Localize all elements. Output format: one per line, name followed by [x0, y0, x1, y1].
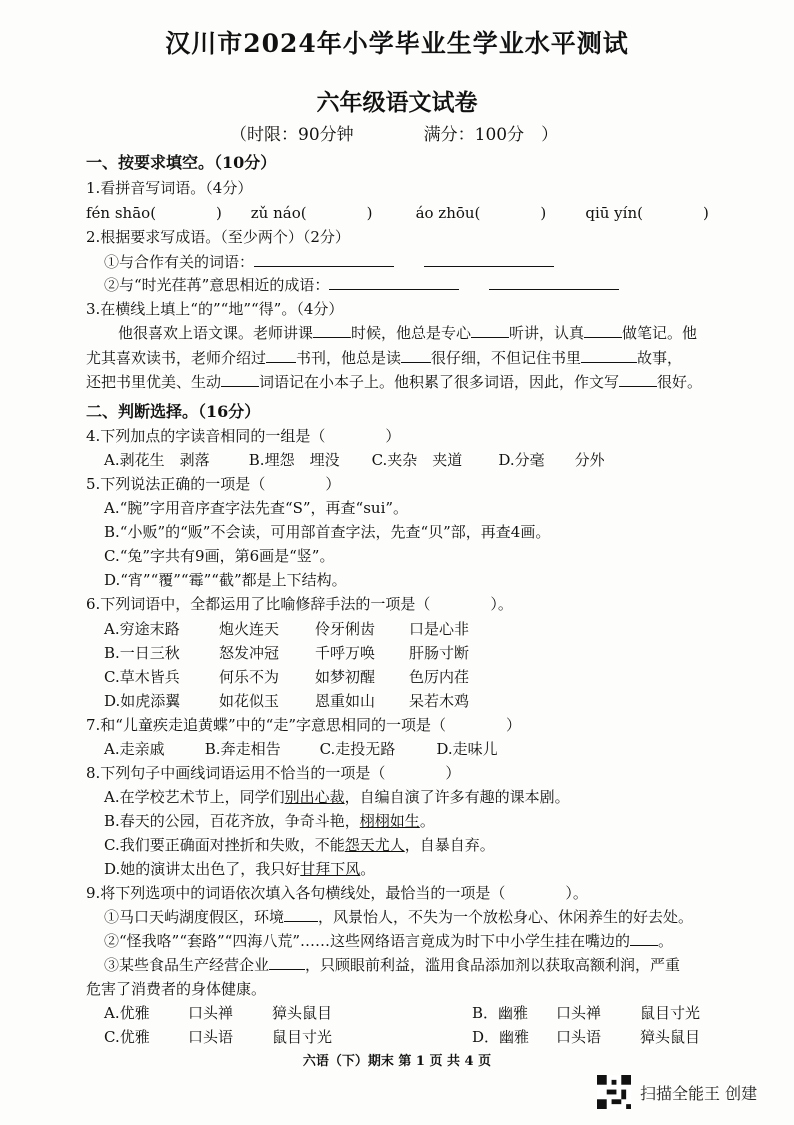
underlined-word: 栩栩如生 — [359, 812, 420, 830]
answer-blank[interactable] — [269, 955, 305, 970]
word: 伶牙俐齿 — [315, 620, 376, 638]
word: 鼠目寸光 — [272, 1028, 333, 1046]
answer-blank[interactable] — [489, 275, 619, 290]
option[interactable]: C.夹杂 夹道 — [371, 451, 463, 469]
page-footer: 六语（下）期末 第 1 页 共 4 页 — [302, 1054, 492, 1069]
option-text: B.春天的公园，百花齐放，争奇斗艳， — [104, 812, 360, 830]
q6-option-row[interactable] — [104, 642, 469, 664]
answer-blank[interactable] — [266, 348, 296, 363]
option[interactable]: A.走亲戚 — [104, 740, 165, 758]
para-text: 很仔细，不但记住书里 — [431, 349, 582, 367]
word: C.优雅 — [104, 1028, 150, 1046]
q9-sentence-1 — [104, 906, 693, 928]
word: 口头语 — [556, 1028, 602, 1046]
section-1-heading: 一、按要求填空。（10分） — [86, 153, 277, 172]
q4-options — [104, 449, 605, 471]
option[interactable]: B.奔走相告 — [204, 740, 281, 758]
option[interactable] — [104, 786, 570, 808]
word: 口头语 — [188, 1028, 234, 1046]
answer-blank[interactable] — [630, 931, 658, 946]
word: 恩重如山 — [315, 692, 376, 710]
section-2-heading: 二、判断选择。（16分） — [86, 402, 261, 421]
option[interactable] — [104, 858, 375, 880]
pinyin-item: zǔ náo( ) — [250, 204, 373, 222]
q9-sentence-3-cont: 危害了消费者的身体健康。 — [86, 980, 267, 998]
q9-sentence-2 — [104, 930, 673, 952]
q4: 4.下列加点的字读音相同的一组是（ ） — [86, 427, 401, 445]
para-text: 尤其喜欢读书，老师介绍过 — [86, 349, 267, 367]
option-text: A.在学校艺术节上，同学们 — [104, 788, 285, 806]
exam-info — [230, 120, 558, 145]
para-text: 书刊，他总是读 — [296, 349, 402, 367]
q2: 2.根据要求写成语。（至少两个）（2分） — [86, 228, 350, 246]
pinyin-item: áo zhōu( ) — [415, 204, 547, 222]
option-text: D.她的演讲太出色了，我只好 — [104, 860, 301, 878]
option[interactable]: D.分毫 分外 — [498, 451, 605, 469]
underlined-word: 怨天尤人 — [344, 836, 405, 854]
q5: 5.下列说法正确的一项是（ ） — [86, 475, 341, 493]
para-text: 他很喜欢上语文课。老师讲课 — [118, 324, 314, 342]
para-text: 很好。 — [657, 373, 703, 391]
q2b-text: ②与“时光荏苒”意思相近的成语： — [104, 276, 330, 294]
answer-blank[interactable] — [284, 907, 318, 922]
option[interactable]: B.埋怨 埋没 — [248, 451, 340, 469]
word: 口是心非 — [409, 620, 470, 638]
word: C.草木皆兵 — [104, 668, 180, 686]
word: 肝肠寸断 — [409, 644, 470, 662]
q3-para-2 — [86, 347, 682, 369]
option[interactable]: C.走投无路 — [319, 740, 396, 758]
q9: 9.将下列选项中的词语依次填入各句横线处，最恰当的一项是（ ）。 — [86, 884, 588, 902]
word: 獐头鼠目 — [640, 1028, 701, 1046]
option[interactable] — [104, 834, 495, 856]
q3: 3.在横线上填上“的”“地”“得”。（4分） — [86, 300, 344, 318]
option[interactable]: D.走味儿 — [436, 740, 498, 758]
answer-blank[interactable] — [254, 252, 394, 267]
sentence-text: ，只顾眼前利益，滥用食品添加剂以获取高额利润，严重 — [305, 956, 681, 974]
option-text: 。 — [419, 812, 435, 830]
answer-blank[interactable] — [313, 323, 351, 338]
answer-blank[interactable] — [471, 323, 509, 338]
word: 如花似玉 — [219, 692, 280, 710]
q3-para-1 — [118, 322, 697, 344]
q6: 6.下列词语中，全都运用了比喻修辞手法的一项是（ ）。 — [86, 595, 513, 613]
q9-sentence-3 — [104, 954, 680, 976]
option-text: C.我们要正确面对挫折和失败，不能 — [104, 836, 345, 854]
exam-subtitle: 六年级语文试卷 — [316, 89, 478, 116]
answer-blank[interactable] — [221, 372, 259, 387]
option-text: ，自暴自弃。 — [404, 836, 495, 854]
q8: 8.下列句子中画线词语运用不恰当的一项是（ ） — [86, 764, 461, 782]
q2a-text: ①与合作有关的词语： — [104, 253, 255, 271]
exam-title: 汉川市2024年小学毕业生学业水平测试 — [165, 29, 629, 58]
answer-blank[interactable] — [581, 348, 637, 363]
word: 千呼万唤 — [315, 644, 376, 662]
underlined-word: 别出心裁 — [284, 788, 345, 806]
para-text: 故事， — [637, 349, 683, 367]
option[interactable]: C.“兔”字共有9画，第6画是“竖”。 — [104, 547, 335, 565]
q9-option-row[interactable] — [104, 1002, 700, 1024]
q2a — [104, 251, 554, 273]
answer-blank[interactable] — [329, 275, 459, 290]
word: 何乐不为 — [219, 668, 280, 686]
para-text: 词语记在小本子上。他积累了很多词语，因此，作文写 — [259, 373, 620, 391]
word: 口头禅 — [556, 1004, 602, 1022]
word: A.优雅 — [104, 1004, 150, 1022]
word: 鼠目寸光 — [640, 1004, 701, 1022]
para-text: 做笔记。他 — [622, 324, 698, 342]
sentence-text: ②“怪我咯”“套路”“四海八荒”……这些网络语言竟成为时下中小学生挂在嘴边的 — [104, 932, 631, 950]
word: B.一日三秋 — [104, 644, 180, 662]
answer-blank[interactable] — [584, 323, 622, 338]
option[interactable]: D.“宵”“覆”“霉”“截”都是上下结构。 — [104, 571, 347, 589]
q1: 1.看拼音写词语。（4分） — [86, 179, 253, 197]
q7: 7.和“儿童疾走追黄蝶”中的“走”字意思相同的一项是（ ） — [86, 716, 521, 734]
word: 如梦初醒 — [315, 668, 376, 686]
qr-code-icon — [597, 1075, 631, 1109]
full-score: 满分：100分 ） — [423, 125, 559, 145]
word: 獐头鼠目 — [272, 1004, 333, 1022]
pinyin-item: qiū yín( ) — [585, 204, 709, 222]
option[interactable]: A.“腕”字用音序查字法先查“S”，再查“sui”。 — [104, 499, 409, 517]
option[interactable]: A.剥花生 剥落 — [104, 451, 210, 469]
q2b — [104, 274, 619, 296]
option-text: ，自编自演了许多有趣的课本剧。 — [344, 788, 570, 806]
q6-option-row[interactable] — [104, 618, 469, 640]
word: 炮火连天 — [219, 620, 280, 638]
q6-option-row[interactable] — [104, 666, 469, 688]
para-text: 时候，他总是专心 — [351, 324, 472, 342]
q6-option-row[interactable] — [104, 690, 469, 712]
q7-options — [104, 738, 498, 760]
word: 口头禅 — [188, 1004, 234, 1022]
scanner-watermark: 扫描全能王 创建 — [640, 1084, 758, 1103]
sentence-text: 。 — [658, 932, 674, 950]
sentence-text: ，风景怡人，不失为一个放松身心、休闲养生的好去处。 — [318, 908, 694, 926]
sentence-text: ③某些食品生产经营企业 — [104, 956, 270, 974]
q9-option-row[interactable] — [104, 1026, 700, 1048]
option[interactable]: B.“小贩”的“贩”不会读，可用部首查字法，先查“贝”部，再查4画。 — [104, 523, 551, 541]
option[interactable] — [104, 810, 435, 832]
word: A.穷途末路 — [104, 620, 180, 638]
para-text: 听讲，认真 — [509, 324, 585, 342]
para-text: 还把书里优美、生动 — [86, 373, 222, 391]
pinyin-row — [86, 202, 709, 224]
answer-blank[interactable] — [401, 348, 431, 363]
underlined-word: 甘拜下风 — [300, 860, 361, 878]
answer-blank[interactable] — [424, 252, 554, 267]
pinyin-item: fén shāo( ) — [86, 204, 222, 222]
word: 色厉内荏 — [409, 668, 470, 686]
q3-para-3 — [86, 371, 702, 393]
word: D.如虎添翼 — [104, 692, 181, 710]
word: 怒发冲冠 — [219, 644, 280, 662]
word: 呆若木鸡 — [409, 692, 470, 710]
word: B．幽雅 — [472, 1004, 529, 1022]
option-text: 。 — [360, 860, 376, 878]
time-limit: （时限：90分钟 — [230, 125, 354, 145]
answer-blank[interactable] — [619, 372, 657, 387]
word: D．幽雅 — [472, 1028, 530, 1046]
sentence-text: ①马口天屿湖度假区，环境 — [104, 908, 285, 926]
